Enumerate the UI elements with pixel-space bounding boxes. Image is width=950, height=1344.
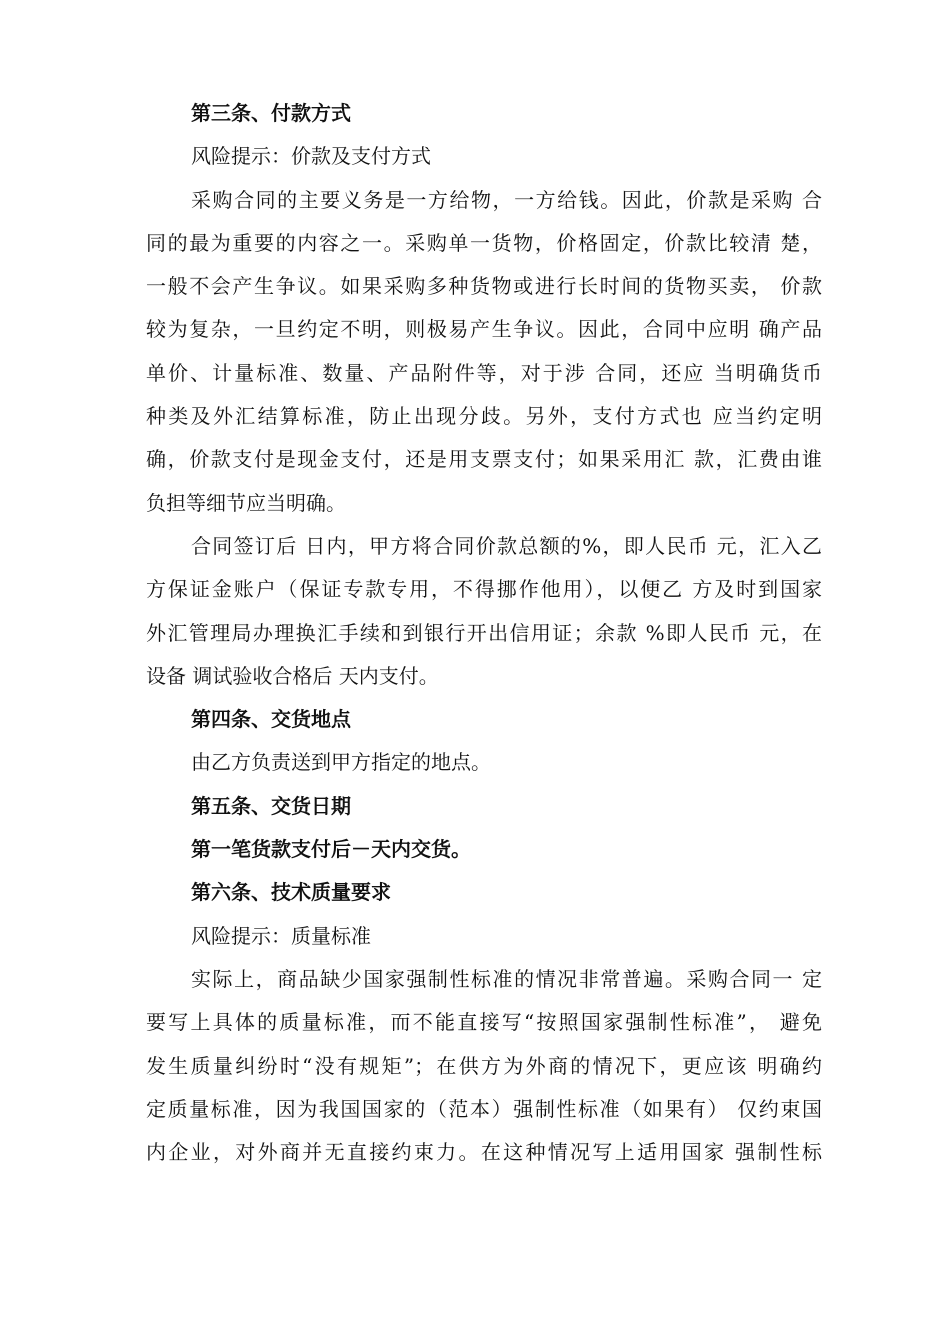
paragraph-line: 方保证金账户（保证专款专用，不得挪作他用），以便乙 方及时到国家 xyxy=(146,577,822,602)
paragraph-line: 单价、计量标准、数量、产品附件等，对于涉 合同，还应 当明确货币 xyxy=(146,360,822,385)
paragraph-line: 负担等细节应当明确。 xyxy=(146,490,346,515)
paragraph-line: 较为复杂，一旦约定不明，则极易产生争议。因此，合同中应明 确产品 xyxy=(146,317,822,342)
paragraph-line: 内企业，对外商并无直接约束力。在这种情况写上适用国家 强制性标 xyxy=(146,1140,822,1165)
payment-paragraph xyxy=(146,179,822,525)
contract-payment-paragraph xyxy=(146,525,822,698)
quality-paragraph xyxy=(146,958,822,1174)
paragraph-line: 合同签订后 日内，甲方将合同价款总额的%，即人民币 元，汇入乙 xyxy=(191,533,822,558)
section-6-heading: 第六条、技术质量要求 xyxy=(191,880,391,905)
section-4-heading: 第四条、交货地点 xyxy=(191,707,351,732)
risk-tip-quality: 风险提示：质量标准 xyxy=(191,923,371,948)
paragraph-line: 种类及外汇结算标准，防止出现分歧。另外，支付方式也 应当约定明 xyxy=(146,404,822,429)
paragraph-line: 同的最为重要的内容之一。采购单一货物，价格固定，价款比较清 楚， xyxy=(146,230,822,255)
risk-tip-payment: 风险提示：价款及支付方式 xyxy=(191,144,431,169)
paragraph-line: 发生质量纠纷时“没有规矩”；在供方为外商的情况下，更应该 明确约 xyxy=(146,1053,822,1078)
paragraph-line: 外汇管理局办理换汇手续和到银行开出信用证；余款 %即人民币 元，在 xyxy=(146,620,822,645)
delivery-place-text: 由乙方负责送到甲方指定的地点。 xyxy=(191,750,491,775)
paragraph-line: 一般不会产生争议。如果采购多种货物或进行长时间的货物买卖， 价款 xyxy=(146,274,822,299)
delivery-date-text: 第一笔货款支付后－天内交货。 xyxy=(191,837,471,862)
paragraph-line: 要写上具体的质量标准，而不能直接写“按照国家强制性标准”， 避免 xyxy=(146,1010,822,1035)
document-page xyxy=(146,92,822,1174)
section-5-heading: 第五条、交货日期 xyxy=(191,793,351,818)
paragraph-line: 实际上，商品缺少国家强制性标准的情况非常普遍。采购合同一 定 xyxy=(191,966,822,991)
paragraph-line: 确，价款支付是现金支付，还是用支票支付；如果采用汇 款，汇费由谁 xyxy=(146,447,822,472)
paragraph-line: 定质量标准，因为我国国家的（范本）强制性标准（如果有） 仅约束国 xyxy=(146,1096,822,1121)
paragraph-line: 采购合同的主要义务是一方给物，一方给钱。因此，价款是采购 合 xyxy=(191,187,822,212)
paragraph-line: 设备 调试验收合格后 天内支付。 xyxy=(146,663,439,688)
section-3-heading: 第三条、付款方式 xyxy=(191,101,351,125)
